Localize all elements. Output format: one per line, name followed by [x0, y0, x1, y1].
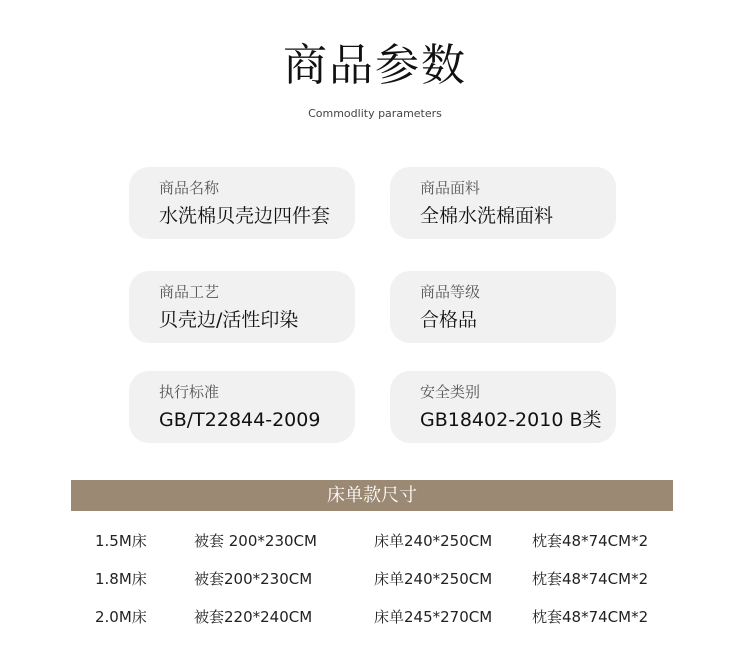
size-section-banner: 床单款尺寸	[71, 480, 673, 511]
pillowcase-cell: 枕套48*74CM*2	[532, 608, 649, 626]
param-label: 商品名称	[159, 179, 220, 197]
param-card-name	[129, 167, 355, 239]
param-value: 贝壳边/活性印染	[159, 309, 299, 331]
param-value: GB/T22844-2009	[159, 409, 321, 431]
duvet-cover-cell: 被套200*230CM	[194, 570, 313, 588]
param-label: 商品工艺	[159, 283, 220, 301]
param-label: 执行标准	[159, 383, 220, 401]
param-card-standard	[129, 371, 355, 443]
bed-sheet-cell: 床单240*250CM	[374, 532, 493, 550]
param-value: 合格品	[420, 309, 478, 331]
bed-size-cell: 2.0M床	[95, 608, 147, 626]
param-card-grade	[390, 271, 616, 343]
param-value: 全棉水洗棉面料	[420, 205, 554, 227]
param-card-craft	[129, 271, 355, 343]
page-subtitle: Commodlity parameters	[308, 107, 442, 120]
size-row	[0, 567, 750, 591]
param-label: 安全类别	[420, 383, 481, 401]
bed-size-cell: 1.8M床	[95, 570, 147, 588]
bed-sheet-cell: 床单245*270CM	[374, 608, 493, 626]
duvet-cover-cell: 被套220*240CM	[194, 608, 313, 626]
param-value: 水洗棉贝壳边四件套	[159, 205, 331, 227]
param-value: GB18402-2010 B类	[420, 409, 602, 431]
bed-size-cell: 1.5M床	[95, 532, 147, 550]
param-card-fabric	[390, 167, 616, 239]
param-card-safety	[390, 371, 616, 443]
page-title: 商品参数	[283, 40, 467, 91]
bed-sheet-cell: 床单240*250CM	[374, 570, 493, 588]
param-label: 商品等级	[420, 283, 481, 301]
pillowcase-cell: 枕套48*74CM*2	[532, 570, 649, 588]
pillowcase-cell: 枕套48*74CM*2	[532, 532, 649, 550]
duvet-cover-cell: 被套 200*230CM	[194, 532, 317, 550]
size-row	[0, 529, 750, 553]
param-label: 商品面料	[420, 179, 481, 197]
size-row	[0, 605, 750, 629]
